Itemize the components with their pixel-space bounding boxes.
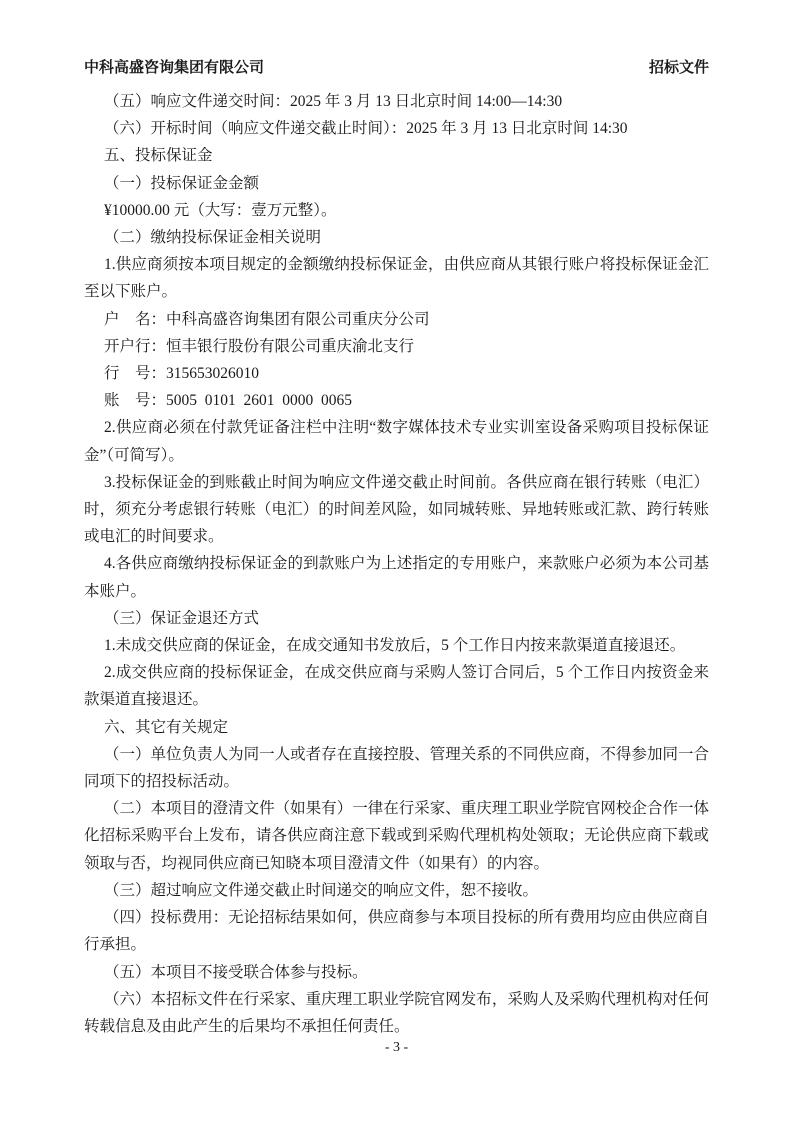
paragraph: 2.供应商必须在付款凭证备注栏中注明“数字媒体技术专业实训室设备采购项目投标保证金”（可简写）。 <box>84 419 709 464</box>
page-number: - 3 - <box>384 1040 409 1055</box>
paragraph: 1.未成交供应商的保证金，在成交通知书发放后，5 个工作日内按来款渠道直接退还。 <box>104 637 686 655</box>
paragraph: 3.投标保证金的到账截止时间为响应文件递交截止时间前。各供应商在银行转账（电汇）时，须充分考虑银行转账（电汇）的时间差风险，如同城转账、异地转账或汇款、跨行转账或电汇的时间要求。 <box>84 473 709 546</box>
paragraph: （五）响应文件递交时间：2025 年 3 月 13 日北京时间 14:00—14:30 <box>104 93 563 110</box>
paragraph: （六）开标时间（响应文件递交截止时间）：2025 年 3 月 13 日北京时间 14:30 <box>104 120 628 138</box>
paragraph: 1.供应商须按本项目规定的金额缴纳投标保证金，由供应商从其银行账户将投标保证金汇至以下账户。 <box>84 256 709 301</box>
paragraph: （六）本招标文件在行采家、重庆理工职业学院官网发布，采购人及采购代理机构对任何转载信息及由此产生的后果均不承担任何责任。 <box>84 990 709 1035</box>
page-header <box>84 58 709 78</box>
paragraph: 户 名：中科高盛咨询集团有限公司重庆分公司 <box>104 310 430 328</box>
paragraph: 五、投标保证金 <box>104 147 213 165</box>
paragraph: （二）本项目的澄清文件（如果有）一律在行采家、重庆理工职业学院官网校企合作一体化招标采购平台上发布，请各供应商注意下载或到采购代理机构处领取；无论供应商下载或领取与否，均视同供应商已知晓本项目澄清文件（如果有）的内容。 <box>84 800 709 872</box>
header-company-name: 中科高盛咨询集团有限公司 <box>84 60 265 76</box>
paragraph: 账 号：5005 0101 2601 0000 0065 <box>104 392 353 410</box>
paragraph: 行 号：315653026010 <box>104 365 260 383</box>
paragraph: 2.成交供应商的投标保证金，在成交供应商与采购人签订合同后，5 个工作日内按资金来款渠道直接退还。 <box>84 664 709 709</box>
paragraph: （三）保证金退还方式 <box>104 609 260 627</box>
paragraph: （四）投标费用：无论招标结果如何，供应商参与本项目投标的所有费用均应由供应商自行承担。 <box>84 909 709 954</box>
document-body <box>84 88 709 1040</box>
paragraph: 六、其它有关规定 <box>104 718 229 736</box>
paragraph: （一）单位负责人为同一人或者存在直接控股、管理关系的不同供应商，不得参加同一合同项下的招投标活动。 <box>84 745 709 791</box>
paragraph: （二）缴纳投标保证金相关说明 <box>104 229 322 247</box>
paragraph: 开户行：恒丰银行股份有限公司重庆渝北支行 <box>104 337 415 355</box>
paragraph: ¥10000.00 元（大写：壹万元整）。 <box>104 201 337 219</box>
paragraph: （五）本项目不接受联合体参与投标。 <box>104 963 368 981</box>
paragraph: 4.各供应商缴纳投标保证金的到款账户为上述指定的专用账户，来款账户必须为本公司基本账户。 <box>84 555 709 600</box>
page-footer <box>0 1038 793 1058</box>
header-doc-type: 招标文件 <box>648 60 709 76</box>
paragraph: （三）超过响应文件递交截止时间递交的响应文件，恕不接收。 <box>104 881 539 899</box>
paragraph: （一）投标保证金金额 <box>104 174 260 192</box>
